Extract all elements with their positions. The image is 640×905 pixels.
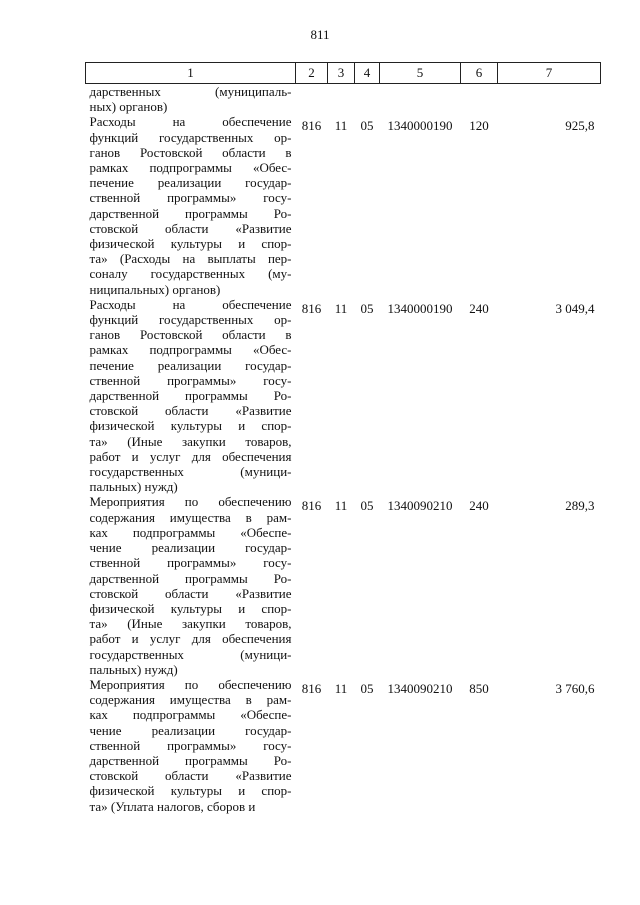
description-line: Мероприятия по обеспечению xyxy=(89,676,292,692)
expense-type-code: 240 xyxy=(469,498,489,514)
budget-table xyxy=(85,62,601,814)
description-line: стовской области «Развитие xyxy=(89,403,292,419)
subsection-code: 05 xyxy=(360,300,374,316)
header-col-1: 1 xyxy=(86,63,296,84)
table-row xyxy=(86,677,601,814)
description-line: функций государственных ор- xyxy=(89,312,292,328)
ministry-code: 816 xyxy=(301,498,322,514)
table-row xyxy=(86,114,601,296)
description-line: государственных (муници- xyxy=(89,464,292,480)
continuation-row xyxy=(86,84,601,115)
table-header xyxy=(86,63,601,84)
ministry-code: 816 xyxy=(301,118,322,134)
description-line: дарственной программы Ро- xyxy=(89,205,292,221)
header-col-3: 3 xyxy=(328,63,355,84)
description-line: работ и услуг для обеспечения xyxy=(89,448,292,464)
description-line: дарственной программы Ро- xyxy=(89,752,292,768)
target-article-code: 1340000190 xyxy=(387,118,453,134)
amount-value: 3 049,4 xyxy=(555,300,595,316)
table-body xyxy=(86,84,601,814)
subsection-code: 05 xyxy=(360,680,374,696)
table-row xyxy=(86,297,601,495)
description-line: дарственных (муниципаль- xyxy=(89,84,292,99)
description-line: дарственной программы Ро- xyxy=(89,388,292,404)
description-line: та» (Иные закупки товаров, xyxy=(89,616,292,632)
header-col-4: 4 xyxy=(355,63,380,84)
expense-type-code: 120 xyxy=(469,118,489,134)
section-code: 11 xyxy=(334,498,348,514)
description-line: печение реализации государ- xyxy=(89,357,292,373)
row-description xyxy=(86,494,296,676)
description-line: печение реализации государ- xyxy=(89,175,292,191)
description-line: ганов Ростовской области в xyxy=(89,327,292,343)
description-line: чение реализации государ- xyxy=(89,722,292,738)
row-description xyxy=(86,114,296,296)
row-description xyxy=(86,677,296,814)
section-code: 11 xyxy=(334,118,348,134)
description-line: стовской области «Развитие xyxy=(89,585,292,601)
description-line: стовской области «Развитие xyxy=(89,768,292,784)
ministry-code: 816 xyxy=(301,680,322,696)
description-line: ках подпрограммы «Обеспе- xyxy=(89,524,292,540)
description-line: содержания имущества в рам- xyxy=(89,692,292,708)
expense-type-code: 240 xyxy=(469,300,489,316)
description-line: ных) органов) xyxy=(89,99,168,115)
target-article-code: 1340000190 xyxy=(387,300,453,316)
table-row xyxy=(86,494,601,676)
description-line: ках подпрограммы «Обеспе- xyxy=(89,707,292,723)
row-description xyxy=(86,297,296,495)
description-line: Расходы на обеспечение xyxy=(89,114,292,130)
description-line: та» (Иные закупки товаров, xyxy=(89,433,292,449)
header-col-7: 7 xyxy=(498,63,601,84)
subsection-code: 05 xyxy=(360,498,374,514)
description-line: ственной программы» госу- xyxy=(89,372,292,388)
description-line: Мероприятия по обеспечению xyxy=(89,494,292,510)
description-line: ственной программы» госу- xyxy=(89,737,292,753)
header-col-2: 2 xyxy=(296,63,328,84)
description-line: ственной программы» госу- xyxy=(89,555,292,571)
header-col-5: 5 xyxy=(380,63,461,84)
description-line: та» (Расходы на выплаты пер- xyxy=(89,251,292,267)
description-line: содержания имущества в рам- xyxy=(89,509,292,525)
amount-value: 925,8 xyxy=(565,118,595,134)
ministry-code: 816 xyxy=(301,300,322,316)
description-line: ственной программы» госу- xyxy=(89,190,292,206)
description-line: работ и услуг для обеспечения xyxy=(89,631,292,647)
target-article-code: 1340090210 xyxy=(387,680,453,696)
subsection-code: 05 xyxy=(360,118,374,134)
description-line: ганов Ростовской области в xyxy=(89,144,292,160)
amount-value: 3 760,6 xyxy=(555,680,595,696)
page-number: 811 xyxy=(310,27,330,42)
description-line: дарственной программы Ро- xyxy=(89,570,292,586)
description-line: соналу государственных (му- xyxy=(89,266,292,282)
amount-value: 289,3 xyxy=(565,498,595,514)
description-line: рамках подпрограммы «Обес- xyxy=(89,160,292,176)
description-line: пальных) нужд) xyxy=(89,479,178,495)
expense-type-code: 850 xyxy=(469,680,489,696)
description-line: ниципальных) органов) xyxy=(89,281,221,297)
description-line: рамках подпрограммы «Обес- xyxy=(89,342,292,358)
description-line: физической культуры и спор- xyxy=(89,783,292,799)
target-article-code: 1340090210 xyxy=(387,498,453,514)
section-code: 11 xyxy=(334,300,348,316)
description-line: та» (Уплата налогов, сборов и xyxy=(89,798,256,814)
description-line: Расходы на обеспечение xyxy=(89,296,292,312)
description-line: функций государственных ор- xyxy=(89,129,292,145)
description-line: физической культуры и спор- xyxy=(89,418,292,434)
header-col-6: 6 xyxy=(461,63,498,84)
section-code: 11 xyxy=(334,680,348,696)
continuation-description xyxy=(86,84,296,115)
description-line: чение реализации государ- xyxy=(89,540,292,556)
description-line: физической культуры и спор- xyxy=(89,236,292,252)
description-line: пальных) нужд) xyxy=(89,661,178,677)
description-line: государственных (муници- xyxy=(89,646,292,662)
description-line: стовской области «Развитие xyxy=(89,220,292,236)
description-line: физической культуры и спор- xyxy=(89,600,292,616)
